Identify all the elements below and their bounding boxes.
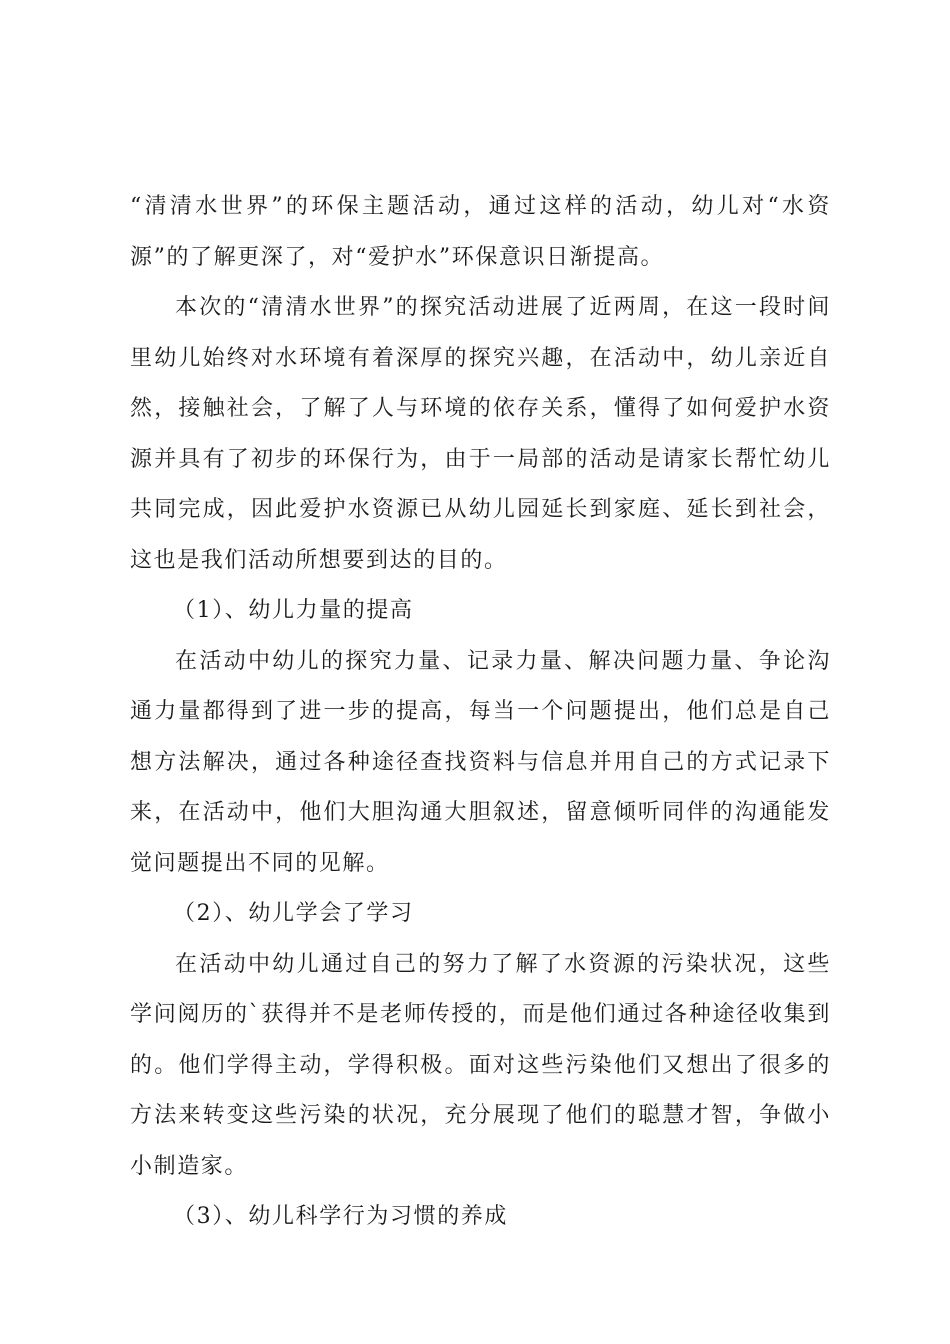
document-body xyxy=(130,182,831,1243)
section-heading-1: （1）、幼儿力量的提高 xyxy=(173,598,414,623)
paragraph-continuation: “清清水世界”的环保主题活动，通过这样的活动，幼儿对“水资源”的了解更深了，对“爱护水”环保意识日渐提高。 xyxy=(130,194,831,270)
section-heading-3: （3）、幼儿科学行为习惯的养成 xyxy=(173,1204,508,1229)
section-heading-2: （2）、幼儿学会了学习 xyxy=(173,901,414,926)
paragraph-summary: 本次的“清清水世界”的探究活动进展了近两周，在这一段时间里幼儿始终对水环境有着深厚的探究兴趣，在活动中，幼儿亲近自然，接触社会，了解了人与环境的依存关系，懂得了如何爱护水资源并具有了初步的环保行为，由于一局部的活动是请家长帮忙幼儿共同完成，因此爱护水资源已从幼儿园延长到家庭、延长到社会，这也是我们活动所想要到达的目的。 xyxy=(130,295,831,573)
paragraph-learning: 在活动中幼儿通过自己的努力了解了水资源的污染状况，这些学问阅历的`获得并不是老师传授的，而是他们通过各种途径收集到的。他们学得主动，学得积极。面对这些污染他们又想出了很多的方法来转变这些污染的状况，充分展现了他们的聪慧才智，争做小小制造家。 xyxy=(130,951,831,1179)
paragraph-ability: 在活动中幼儿的探究力量、记录力量、解决问题力量、争论沟通力量都得到了进一步的提高，每当一个问题提出，他们总是自己想方法解决，通过各种途径查找资料与信息并用自己的方式记录下来，在活动中，他们大胆沟通大胆叙述，留意倾听同伴的沟通能发觉问题提出不同的见解。 xyxy=(130,648,831,876)
